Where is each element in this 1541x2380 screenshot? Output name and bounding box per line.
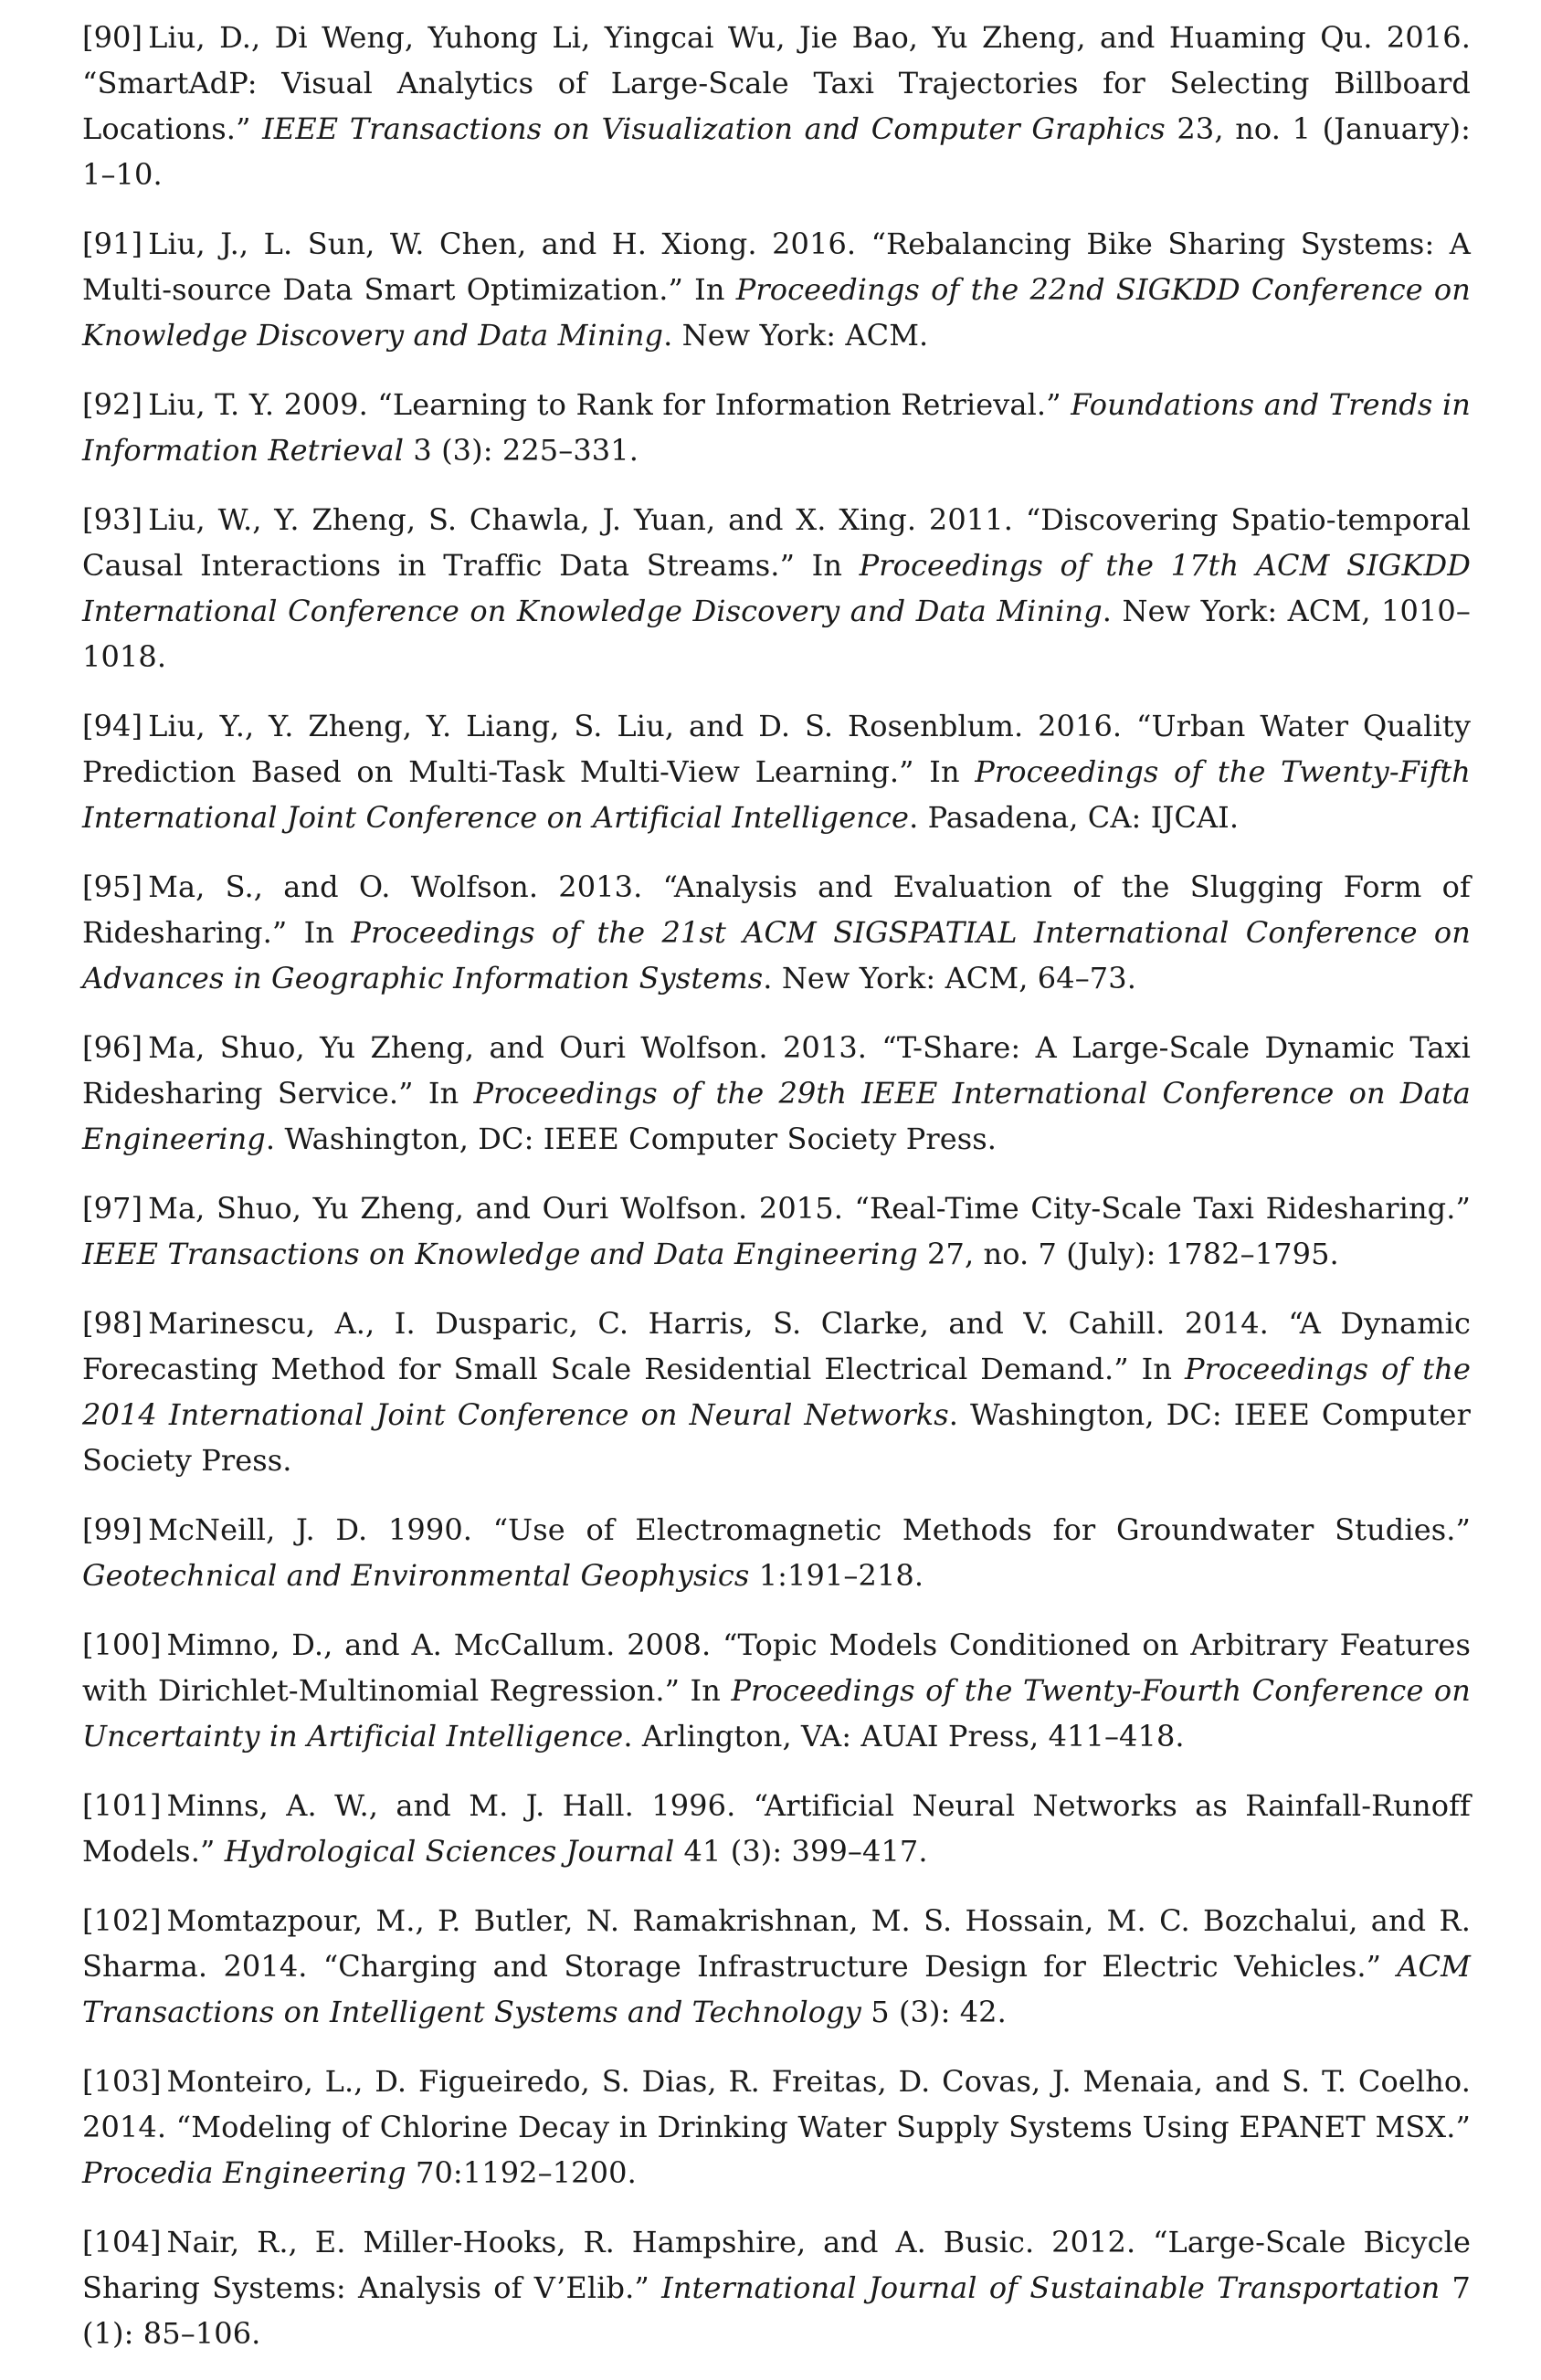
reference-text: Liu, T. Y. 2009. “Learning to Rank for Information Retrieval.” [148,387,1071,422]
reference-details: . New York: ACM, 1010–1018. [82,594,1471,674]
reference-text: Ma, S., and O. Wolfson. 2013. “Analysis and Evaluation of the Slugging Form of Ridesharing.” In [82,869,1471,950]
reference-entry [82,1898,1471,2035]
reference-entry [82,1507,1471,1598]
reference-details: 41 (3): 399–417. [674,1834,928,1869]
reference-entry [82,1622,1471,1759]
reference-details: 27, no. 7 (July): 1782–1795. [917,1237,1339,1271]
reference-text: Liu, D., Di Weng, Yuhong Li, Yingcai Wu, Jie Bao, Yu Zheng, and Huaming Qu. 2016. “SmartAdP: Visual Analytics of Large-Scale Taxi Trajectories for Selecting Billboard Locations.” [82,20,1471,146]
reference-source: International Journal of Sustainable Transportation [661,2270,1441,2305]
reference-entry [82,221,1471,358]
reference-number: [91] [82,226,143,261]
reference-details: 70:1192–1200. [406,2155,637,2190]
reference-number: [92] [82,387,143,422]
reference-number: [101] [82,1788,162,1823]
reference-number: [94] [82,709,143,743]
reference-details: 23, no. 1 (January): 1–10. [82,111,1471,192]
reference-source: Proceedings of the 22nd SIGKDD Conference on Knowledge Discovery and Data Mining [82,272,1471,353]
reference-entry [82,864,1471,1001]
reference-source: Hydrological Sciences Journal [224,1834,675,1869]
reference-source: Geotechnical and Environmental Geophysics [82,1558,750,1593]
reference-entry [82,15,1471,197]
reference-entry [82,1025,1471,1162]
reference-details: 1:191–218. [749,1558,924,1593]
reference-text: Liu, J., L. Sun, W. Chen, and H. Xiong. 2016. “Rebalancing Bike Sharing Systems: A Multi-source Data Smart Optimization.” In [82,226,1471,307]
reference-text: Mimno, D., and A. McCallum. 2008. “Topic Models Conditioned on Arbitrary Features with Dirichlet-Multinomial Regression.” In [82,1627,1471,1708]
reference-source: Procedia Engineering [82,2155,406,2190]
reference-source: IEEE Transactions on Visualization and Computer Graphics [262,111,1166,146]
reference-text: Nair, R., E. Miller-Hooks, R. Hampshire, and A. Busic. 2012. “Large-Scale Bicycle Sharing Systems: Analysis of V’Elib.” [82,2225,1471,2305]
reference-entry [82,2219,1471,2356]
reference-entry [82,703,1471,840]
reference-list [82,15,1471,2380]
reference-number: [103] [82,2064,162,2099]
reference-number: [90] [82,20,143,55]
reference-details: . New York: ACM, 64–73. [763,961,1136,995]
reference-text: Ma, Shuo, Yu Zheng, and Ouri Wolfson. 2015. “Real-Time City-Scale Taxi Ridesharing.” [148,1191,1471,1226]
reference-details: . Arlington, VA: AUAI Press, 411–418. [623,1719,1185,1753]
reference-text: Momtazpour, M., P. Butler, N. Ramakrishnan, M. S. Hossain, M. C. Bozchalui, and R. Sharma. 2014. “Charging and Storage Infrastructure Design for Electric Vehicles.” [82,1903,1471,1984]
reference-details: 7 (1): 85–106. [82,2270,1471,2351]
reference-source: Foundations and Trends in Information Retrieval [82,387,1471,468]
reference-details: . New York: ACM. [663,318,929,353]
reference-source: ACM Transactions on Intelligent Systems and Technology [82,1949,1471,2029]
reference-text: McNeill, J. D. 1990. “Use of Electromagnetic Methods for Groundwater Studies.” [148,1512,1471,1547]
reference-source: IEEE Transactions on Knowledge and Data Engineering [82,1237,918,1271]
reference-entry [82,382,1471,473]
reference-number: [97] [82,1191,143,1226]
reference-source: Proceedings of the 21st ACM SIGSPATIAL International Conference on Advances in Geographic Information Systems [82,915,1471,995]
reference-entry [82,1185,1471,1277]
reference-source: Proceedings of the 17th ACM SIGKDD International Conference on Knowledge Discovery and Data Mining [82,548,1471,628]
reference-details: . Washington, DC: IEEE Computer Society Press. [265,1122,997,1156]
reference-number: [99] [82,1512,143,1547]
reference-text: Monteiro, L., D. Figueiredo, S. Dias, R. Freitas, D. Covas, J. Menaia, and S. T. Coelho. 2014. “Modeling of Chlorine Decay in Drinking Water Supply Systems Using EPANET MSX.” [82,2064,1471,2144]
reference-source: Proceedings of the 2014 International Joint Conference on Neural Networks [82,1352,1471,1432]
reference-number: [104] [82,2225,162,2259]
reference-number: [93] [82,502,143,537]
reference-text: Liu, W., Y. Zheng, S. Chawla, J. Yuan, and X. Xing. 2011. “Discovering Spatio-temporal Causal Interactions in Traffic Data Streams.” In [82,502,1471,583]
reference-entry [82,1783,1471,1874]
reference-entry [82,497,1471,679]
reference-text: Ma, Shuo, Yu Zheng, and Ouri Wolfson. 2013. “T-Share: A Large-Scale Dynamic Taxi Ridesharing Service.” In [82,1030,1471,1111]
reference-source: Proceedings of the Twenty-Fifth International Joint Conference on Artificial Intelligence [82,754,1471,835]
reference-details: . Pasadena, CA: IJCAI. [909,800,1240,835]
reference-entry [82,2059,1471,2196]
reference-source: Proceedings of the 29th IEEE International Conference on Data Engineering [82,1076,1471,1156]
reference-details: . Washington, DC: IEEE Computer Society Press. [82,1397,1471,1478]
reference-details: 5 (3): 42. [860,1995,1007,2029]
reference-text: Marinescu, A., I. Dusparic, C. Harris, S. Clarke, and V. Cahill. 2014. “A Dynamic Forecasting Method for Small Scale Residential Electrical Demand.” In [82,1306,1471,1386]
reference-number: [96] [82,1030,143,1065]
reference-number: [98] [82,1306,143,1341]
reference-number: [102] [82,1903,162,1938]
reference-number: [95] [82,869,143,904]
reference-text: Minns, A. W., and M. J. Hall. 1996. “Artificial Neural Networks as Rainfall-Runoff Models.” [82,1788,1471,1869]
reference-source: Proceedings of the Twenty-Fourth Conference on Uncertainty in Artificial Intelligence [82,1673,1471,1753]
reference-entry [82,1301,1471,1483]
reference-text: Liu, Y., Y. Zheng, Y. Liang, S. Liu, and D. S. Rosenblum. 2016. “Urban Water Quality Prediction Based on Multi-Task Multi-View Learning.” In [82,709,1471,789]
reference-number: [100] [82,1627,162,1662]
reference-details: 3 (3): 225–331. [404,433,639,468]
